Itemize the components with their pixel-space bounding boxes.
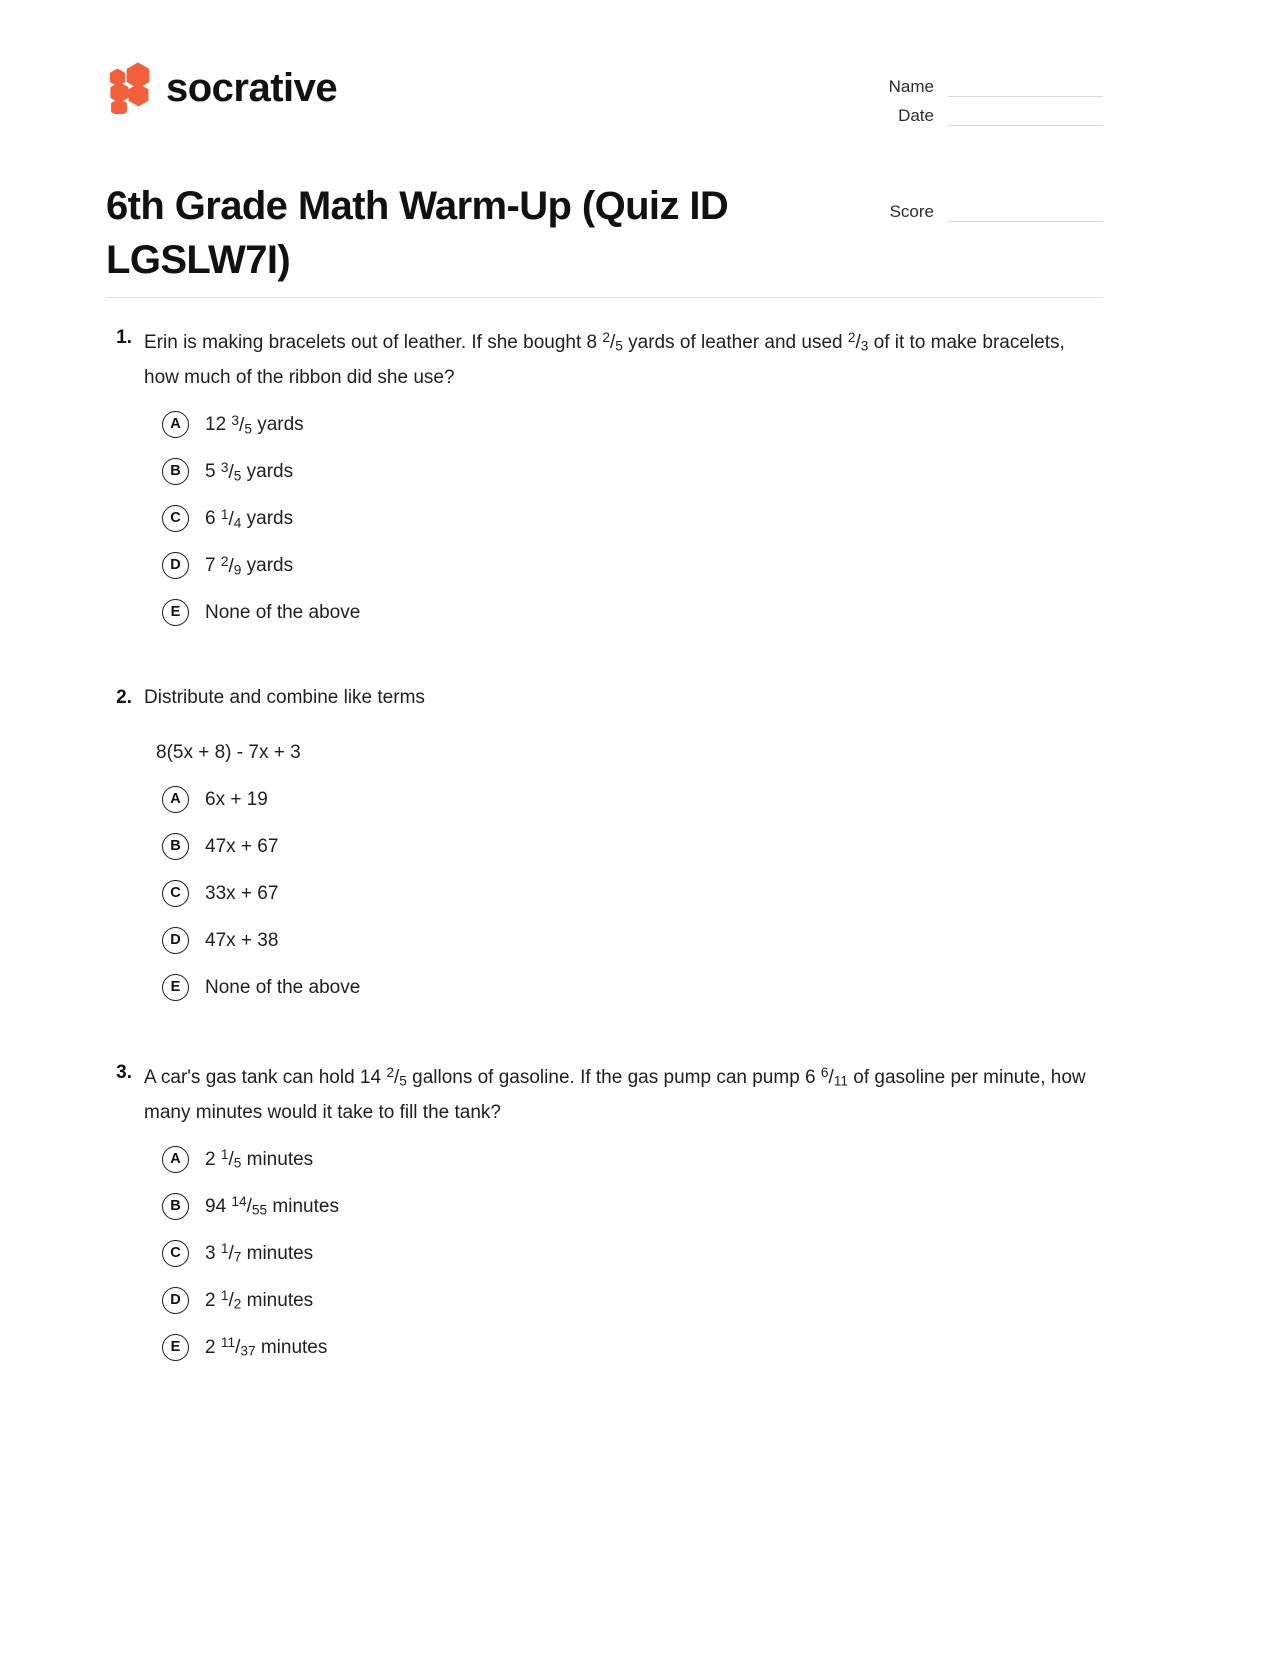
answer-option[interactable]: [106, 589, 1103, 636]
question-expression: 8(5x + 8) - 7x + 3: [156, 741, 301, 763]
option-bubble-b[interactable]: B: [162, 458, 189, 485]
question-text: Erin is making bracelets out of leather. If she bought 8 $^2$/5 yards of leather and used $^2$/3 of it to make bracelets, how much of the ribbon did she use?: [144, 330, 1065, 388]
fraction-slash: /: [228, 1290, 234, 1312]
fraction-numerator: 3: [231, 412, 240, 428]
fraction-numerator: 2: [386, 1064, 394, 1080]
question-number: 3.: [116, 1061, 132, 1083]
option-bubble-e[interactable]: E: [162, 1334, 189, 1361]
fraction-slash: /: [228, 555, 234, 577]
fraction-numerator: 1: [220, 1241, 229, 1257]
page-content: [106, 0, 1103, 282]
option-bubble-d[interactable]: D: [162, 1287, 189, 1314]
page-title: 6th Grade Math Warm-Up (Quiz ID LGSLW7I): [106, 183, 729, 282]
fraction-denominator: 5: [399, 1073, 407, 1089]
option-bubble-c[interactable]: C: [162, 505, 189, 532]
fraction-denominator: 5: [233, 1156, 242, 1172]
fraction-denominator: 2: [233, 1297, 242, 1313]
fraction-denominator: 11: [833, 1073, 848, 1089]
fraction-numerator: 2: [602, 330, 610, 345]
option-text: 2 $^1$/2 minutes: [205, 1288, 314, 1313]
fraction-denominator: 9: [233, 562, 242, 578]
fraction: [602, 332, 623, 353]
answer-options: [106, 776, 1103, 1011]
fraction: [221, 1243, 242, 1264]
fraction-numerator: 6: [820, 1064, 829, 1080]
fraction-denominator: 5: [233, 468, 242, 484]
fraction: [220, 459, 242, 484]
fraction-denominator: 5: [615, 338, 623, 354]
option-bubble-a[interactable]: A: [162, 411, 189, 438]
option-text: 5 $^3$/5 yards: [205, 459, 294, 484]
fraction: [221, 1290, 242, 1311]
answer-option[interactable]: [106, 870, 1103, 917]
option-bubble-d[interactable]: D: [162, 552, 189, 579]
question-number: 2.: [116, 686, 132, 708]
fraction-slash: /: [228, 1149, 234, 1171]
fraction: [231, 1196, 267, 1217]
name-label: Name: [888, 77, 934, 96]
question-number: 1.: [116, 327, 132, 348]
option-bubble-c[interactable]: C: [162, 880, 189, 907]
option-text: 33x + 67: [205, 882, 279, 904]
option-text: 47x + 38: [205, 929, 279, 951]
option-bubble-d[interactable]: D: [162, 927, 189, 954]
fraction-slash: /: [855, 332, 861, 354]
fraction-slash: /: [235, 1337, 241, 1359]
answer-options: [106, 1136, 1103, 1371]
option-text: None of the above: [205, 601, 361, 623]
answer-option[interactable]: [106, 1183, 1103, 1230]
socrative-logo-icon: [106, 62, 152, 114]
answer-option[interactable]: [106, 917, 1103, 964]
fraction-denominator: 55: [251, 1203, 268, 1219]
option-text: 6x + 19: [205, 788, 268, 810]
fraction-numerator: 3: [220, 459, 229, 475]
option-text: 6 $^1$/4 yards: [205, 506, 294, 531]
fraction-numerator: 1: [220, 1147, 229, 1163]
student-info-fields: [855, 68, 1103, 126]
fraction-denominator: 4: [233, 515, 242, 531]
fraction-numerator: 1: [220, 1288, 229, 1304]
fraction: [220, 553, 242, 578]
question-header: [106, 322, 1103, 393]
fraction-slash: /: [228, 461, 234, 483]
fraction-numerator: 1: [220, 506, 229, 522]
answer-option[interactable]: [106, 495, 1103, 542]
page-header: [106, 0, 1103, 282]
score-input-line[interactable]: [948, 202, 1103, 222]
option-text: 3 $^1$/7 minutes: [205, 1241, 314, 1266]
option-text: 94 $^{14}$/55 minutes: [205, 1194, 339, 1219]
score-label: Score: [889, 202, 934, 221]
question-text: A car's gas tank can hold 14 $^2$/5 gallons of gasoline. If the gas pump can pump 6 $^6$/11 of gasoline per minute, how many minutes would it take to fill the tank?: [144, 1064, 1086, 1123]
fraction-slash: /: [239, 414, 245, 436]
date-field-row: [855, 97, 1103, 126]
option-bubble-a[interactable]: A: [162, 786, 189, 813]
answer-option[interactable]: [106, 1324, 1103, 1371]
option-text: None of the above: [205, 976, 361, 998]
fraction-denominator: 7: [233, 1250, 242, 1266]
question-list: [106, 322, 1103, 1417]
option-text: 12 $^3$/5 yards: [205, 412, 304, 437]
brand-name: socrative: [166, 66, 338, 110]
fraction-denominator: 37: [240, 1344, 256, 1360]
fraction: [220, 506, 242, 531]
score-field-row: [855, 193, 1103, 222]
answer-option[interactable]: [106, 776, 1103, 823]
answer-options: [106, 401, 1103, 636]
option-bubble-a[interactable]: A: [162, 1146, 189, 1173]
name-field-row: [855, 68, 1103, 97]
date-label: Date: [898, 106, 934, 125]
fraction-slash: /: [609, 332, 616, 354]
fraction: [848, 332, 869, 353]
fraction-numerator: 2: [847, 330, 856, 345]
answer-option[interactable]: [106, 823, 1103, 870]
option-bubble-e[interactable]: E: [162, 974, 189, 1001]
fraction: [231, 412, 252, 437]
answer-option[interactable]: [106, 1277, 1103, 1324]
fraction: [221, 1149, 242, 1170]
fraction-slash: /: [228, 508, 234, 530]
date-input-line[interactable]: [948, 106, 1103, 126]
fraction-slash: /: [393, 1067, 400, 1089]
fraction-denominator: 5: [244, 421, 252, 437]
question-header: [106, 1057, 1103, 1128]
question-text: Distribute and combine like terms: [144, 686, 425, 708]
option-text: 7 $^2$/9 yards: [205, 553, 294, 578]
fraction-denominator: 3: [860, 338, 869, 354]
option-text: 2 $^{11}$/37 minutes: [205, 1335, 328, 1360]
question-block: [106, 1057, 1103, 1371]
fraction: [386, 1064, 407, 1089]
question-header: [106, 682, 1103, 713]
question-block: [106, 322, 1103, 636]
fraction-numerator: 11: [220, 1335, 236, 1351]
answer-option[interactable]: [106, 542, 1103, 589]
option-bubble-b[interactable]: B: [162, 833, 189, 860]
option-bubble-c[interactable]: C: [162, 1240, 189, 1267]
option-bubble-b[interactable]: B: [162, 1193, 189, 1220]
answer-option[interactable]: [106, 401, 1103, 448]
fraction-slash: /: [246, 1196, 252, 1218]
question-block: [106, 682, 1103, 1011]
fraction-slash: /: [228, 1243, 234, 1265]
brand: [106, 62, 337, 114]
answer-option[interactable]: [106, 964, 1103, 1011]
fraction-slash: /: [828, 1067, 834, 1089]
answer-option[interactable]: [106, 1136, 1103, 1183]
option-bubble-e[interactable]: E: [162, 599, 189, 626]
fraction: [820, 1064, 848, 1089]
fraction-numerator: 14: [231, 1194, 247, 1210]
fraction: [221, 1337, 256, 1358]
name-input-line[interactable]: [948, 77, 1103, 97]
option-text: 2 $^1$/5 minutes: [205, 1147, 314, 1172]
option-text: 47x + 67: [205, 835, 279, 857]
fraction-numerator: 2: [220, 553, 229, 569]
header-divider: [106, 297, 1103, 298]
answer-option[interactable]: [106, 1230, 1103, 1277]
answer-option[interactable]: [106, 448, 1103, 495]
